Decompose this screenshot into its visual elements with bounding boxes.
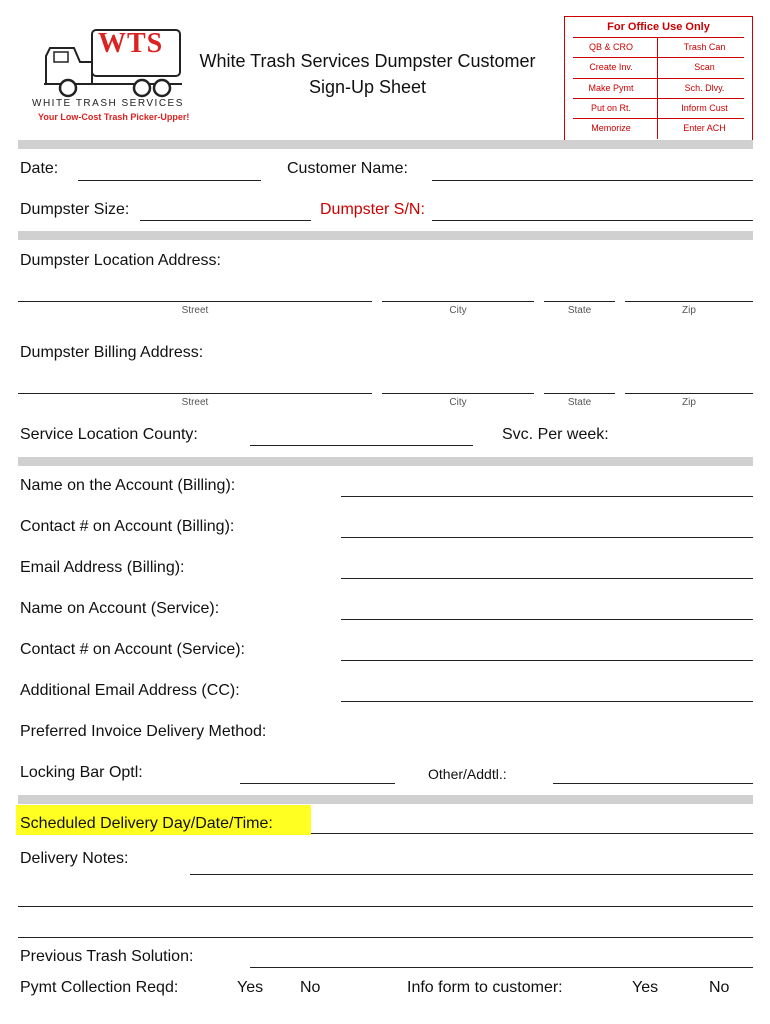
page-title (190, 48, 545, 100)
info-form-yes[interactable]: Yes (632, 979, 659, 996)
location-zip-field[interactable] (625, 301, 753, 302)
dumpster-sn-field[interactable] (432, 220, 753, 221)
previous-solution-field[interactable] (250, 967, 753, 968)
section-divider (18, 140, 753, 149)
name-service-field[interactable] (341, 619, 753, 620)
location-city-field[interactable] (382, 301, 534, 302)
dumpster-size-field[interactable] (140, 220, 311, 221)
scheduled-delivery-label: Scheduled Delivery Day/Date/Time: (20, 815, 273, 832)
location-state-field[interactable] (544, 301, 615, 302)
location-address-label: Dumpster Location Address: (20, 252, 221, 269)
location-state-caption: State (567, 305, 592, 316)
customer-name-label: Customer Name: (287, 160, 408, 177)
pymt-collection-yes[interactable]: Yes (237, 979, 264, 996)
billing-state-caption: State (567, 397, 592, 408)
billing-zip-field[interactable] (625, 393, 753, 394)
dumpster-sn-label: Dumpster S/N: (320, 201, 425, 218)
pymt-collection-label: Pymt Collection Reqd: (20, 979, 179, 996)
date-label: Date: (20, 160, 59, 177)
delivery-notes-field-1[interactable] (190, 874, 753, 875)
billing-city-caption: City (449, 397, 467, 408)
page-title-line1: White Trash Services Dumpster Customer (199, 51, 536, 71)
invoice-method-label: Preferred Invoice Delivery Method: (20, 723, 267, 740)
billing-state-field[interactable] (544, 393, 615, 394)
pymt-collection-no[interactable]: No (300, 979, 321, 996)
email-billing-label: Email Address (Billing): (20, 559, 185, 576)
info-form-no[interactable]: No (709, 979, 730, 996)
office-item-memorize: Memorize (591, 123, 631, 133)
office-item-make-pymt: Make Pymt (588, 83, 634, 93)
billing-street-field[interactable] (18, 393, 372, 394)
billing-address-label: Dumpster Billing Address: (20, 344, 204, 361)
office-use-box (564, 16, 753, 141)
page-title-line2: Sign-Up Sheet (308, 77, 427, 97)
locking-bar-field[interactable] (240, 783, 395, 784)
office-item-scan: Scan (694, 62, 715, 72)
section-divider (18, 795, 753, 804)
location-city-caption: City (449, 305, 467, 316)
office-item-trash-can: Trash Can (683, 42, 726, 52)
logo-tagline: Your Low-Cost Trash Picker-Upper! (38, 112, 190, 122)
company-logo (30, 22, 190, 124)
delivery-notes-field-2[interactable] (18, 906, 753, 907)
county-field[interactable] (250, 445, 473, 446)
billing-city-field[interactable] (382, 393, 534, 394)
info-form-label: Info form to customer: (407, 979, 563, 996)
location-street-field[interactable] (18, 301, 372, 302)
contact-service-field[interactable] (341, 660, 753, 661)
office-use-header: For Office Use Only (607, 21, 710, 33)
location-zip-caption: Zip (682, 305, 696, 316)
logo-company-name: WHITE TRASH SERVICES (32, 98, 184, 109)
logo-letters: WTS (98, 28, 164, 59)
contact-service-label: Contact # on Account (Service): (20, 641, 245, 658)
office-item-put-on-rt: Put on Rt. (590, 103, 632, 113)
name-billing-field[interactable] (341, 496, 753, 497)
dumpster-size-label: Dumpster Size: (20, 201, 130, 218)
billing-street-caption: Street (181, 397, 209, 408)
billing-zip-caption: Zip (682, 397, 696, 408)
additional-email-field[interactable] (341, 701, 753, 702)
date-field[interactable] (78, 180, 261, 181)
section-divider (18, 231, 753, 240)
name-billing-label: Name on the Account (Billing): (20, 477, 236, 494)
name-service-label: Name on Account (Service): (20, 600, 220, 617)
customer-name-field[interactable] (432, 180, 753, 181)
section-divider (18, 457, 753, 466)
contact-billing-field[interactable] (341, 537, 753, 538)
office-item-inform-cust: Inform Cust (681, 103, 728, 113)
email-billing-field[interactable] (341, 578, 753, 579)
other-label: Other/Addtl.: (428, 766, 507, 782)
locking-bar-label: Locking Bar Optl: (20, 764, 143, 781)
office-item-enter-ach: Enter ACH (683, 123, 726, 133)
delivery-notes-field-3[interactable] (18, 937, 753, 938)
contact-billing-label: Contact # on Account (Billing): (20, 518, 235, 535)
scheduled-delivery-field[interactable] (311, 833, 753, 834)
svc-per-week-label: Svc. Per week: (502, 426, 609, 443)
other-field[interactable] (553, 783, 753, 784)
office-item-create-inv: Create Inv. (589, 62, 633, 72)
county-label: Service Location County: (20, 426, 198, 443)
delivery-notes-label: Delivery Notes: (20, 850, 129, 867)
previous-solution-label: Previous Trash Solution: (20, 948, 194, 965)
office-item-qb-cro: QB & CRO (588, 42, 633, 52)
additional-email-label: Additional Email Address (CC): (20, 682, 240, 699)
location-street-caption: Street (181, 305, 209, 316)
office-item-sch-dlvy: Sch. Dlvy. (684, 83, 725, 93)
